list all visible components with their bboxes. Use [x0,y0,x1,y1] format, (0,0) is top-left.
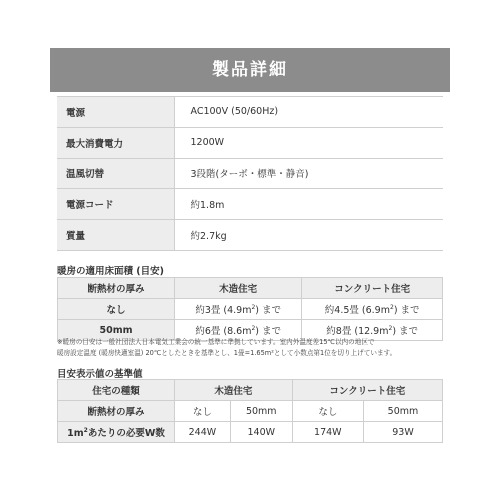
table-cell: 93W [363,422,442,443]
table-cell: 50mm [363,401,442,422]
spec-label: 電源 [57,97,174,128]
spec-value: 3段階(ターボ・標準・静音) [174,158,443,189]
spec-value: 約2.7kg [174,220,443,251]
footnote-line: ※暖房の目安は一般社団法人日本電気工業会の統一基準に準拠しています。室内外温度差15℃以内の地区で [57,338,375,346]
header-insulation: 断熱材の厚み [58,401,175,422]
spec-label: 電源コード [57,189,174,220]
header-insulation: 断熱材の厚み [58,278,175,299]
header-wood: 木造住宅 [175,278,302,299]
wattage-table [57,379,443,443]
spec-row [57,127,443,158]
section-title-banner: 製品詳細 [50,48,450,92]
spec-label: 質量 [57,220,174,251]
header-concrete: コンクリート住宅 [302,278,443,299]
table-header-row [58,278,443,299]
wattage-reference-title: 目安表示値の基準値 [57,369,143,380]
spec-label: 最大消費電力 [57,127,174,158]
spec-value: AC100V (50/60Hz) [174,97,443,128]
table-row [58,299,443,320]
table-header-row [58,380,443,401]
spec-value: 約1.8m [174,189,443,220]
spec-row [57,189,443,220]
table-header-row [58,401,443,422]
heating-area-title: 暖房の適用床面積 (目安) [57,266,164,277]
wood-area-cell: 約6畳 $(8.6m^2)$ まで [175,320,302,341]
footnote [57,337,457,358]
row-label: なし [58,299,175,320]
table-cell: なし [175,401,231,422]
table-cell: 50mm [230,401,292,422]
concrete-area-cell: 約4.5畳 $(6.9m^2)$ まで [302,299,443,320]
header-concrete: コンクリート住宅 [292,380,442,401]
table-cell: 244W [175,422,231,443]
header-house-type: 住宅の種類 [58,380,175,401]
table-cell: なし [292,401,363,422]
footnote-line: 暖房設定温度 (暖房快適室温) 20℃としたときを基準とし、1畳=1.65m²として小数点第1位を切り上げています。 [57,348,397,357]
spec-row [57,97,443,128]
wood-area-cell: 約3畳 $(4.9m^2)$ まで [175,299,302,320]
spec-value: 1200W [174,127,443,158]
spec-label: 温風切替 [57,158,174,189]
header-wood: 木造住宅 [175,380,293,401]
row-label: 50mm [58,320,175,341]
table-cell: 140W [230,422,292,443]
table-cell: 174W [292,422,363,443]
spec-row [57,220,443,251]
heating-area-table [57,277,443,341]
concrete-area-cell: 約8畳 $(12.9m^2)$ まで [302,320,443,341]
table-row [58,422,443,443]
spec-table [57,96,443,251]
spec-row [57,158,443,189]
row-label: $1m^2$あたりの必要W数 [58,422,175,443]
